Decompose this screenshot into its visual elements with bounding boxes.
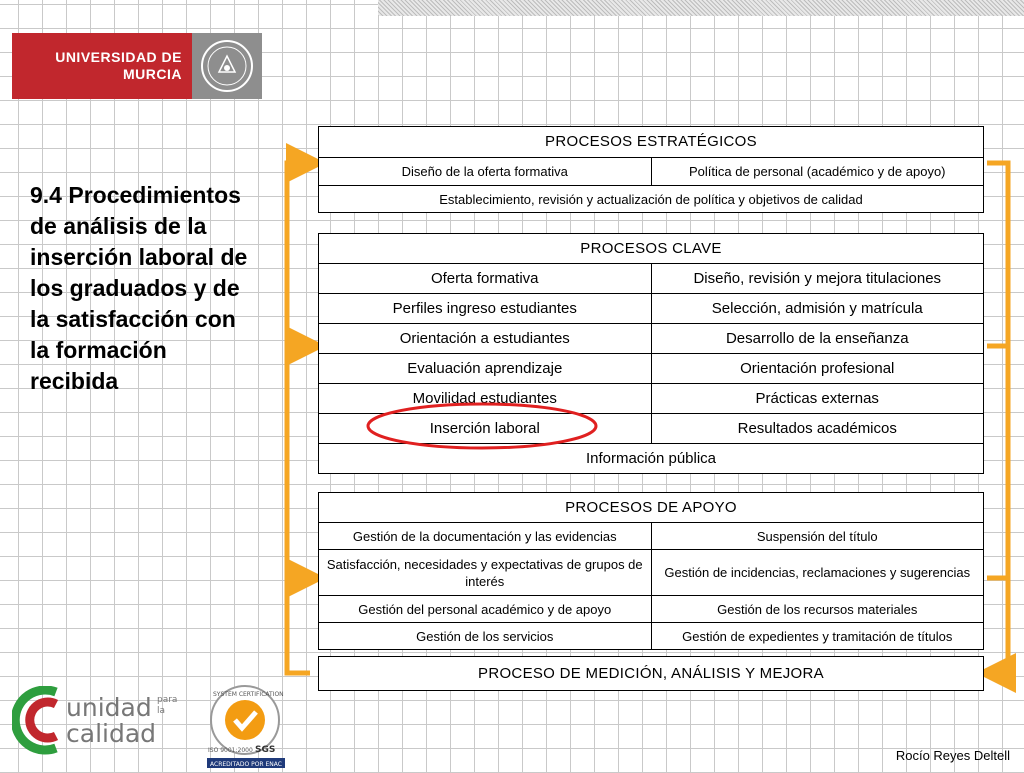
iso-text: ISO 9001:2000 (208, 747, 253, 754)
table-row (319, 264, 983, 294)
table-row (319, 523, 983, 550)
table-cell: Orientación a estudiantes (399, 330, 570, 347)
slide-title: 9.4 Procedimientos de análisis de la inserción laboral de los graduados y de la satisfacción con la formación recibida (30, 182, 248, 394)
enac-text: ACREDITADO POR ENAC (210, 761, 282, 768)
table-cell: Gestión de los servicios (416, 628, 554, 644)
support-header: PROCESOS DE APOYO (319, 493, 983, 523)
table-cell: Gestión de incidencias, reclamaciones y sugerencias (651, 550, 984, 595)
table-row (319, 623, 983, 649)
strategic-processes-table (318, 126, 984, 213)
table-row (319, 186, 983, 212)
table-cell: Gestión del personal académico y de apoyo (358, 601, 612, 617)
strategic-header: PROCESOS ESTRATÉGICOS (319, 127, 983, 158)
table-row (319, 550, 983, 596)
key-header: PROCESOS CLAVE (319, 234, 983, 264)
table-cell: Desarrollo de la enseñanza (651, 324, 984, 353)
university-line2: MURCIA (123, 66, 182, 82)
table-cell: Satisfacción, necesidades y expectativas de grupos de interés (326, 556, 643, 589)
table-cell: Perfiles ingreso estudiantes (392, 300, 577, 317)
logo-word-la: la (157, 706, 166, 716)
insercion-laboral-cell: Inserción laboral (429, 420, 540, 437)
sgs-certification-logo (205, 682, 287, 773)
author-name: Rocío Reyes Deltell (895, 748, 1010, 763)
table-cell: Evaluación aprendizaje (407, 360, 563, 377)
measurement-process-box (318, 656, 984, 691)
support-processes-table (318, 492, 984, 650)
sgs-text: SGS (255, 745, 276, 755)
table-row (319, 596, 983, 623)
table-cell: Suspensión del título (651, 523, 984, 549)
table-row (319, 324, 983, 354)
table-cell: Gestión de expedientes y tramitación de títulos (651, 623, 984, 649)
table-cell: Política de personal (académico y de apoyo) (651, 158, 984, 185)
table-cell: Movilidad estudiantes (412, 390, 557, 407)
logo-word-calidad: calidad (66, 719, 157, 748)
table-cell: Información pública (585, 450, 717, 467)
table-cell: Selección, admisión y matrícula (651, 294, 984, 323)
unidad-calidad-logo (12, 686, 182, 761)
table-row (319, 354, 983, 384)
logo-word-unidad: unidad (66, 693, 152, 722)
table-cell: Gestión de los recursos materiales (651, 596, 984, 622)
table-cell: Orientación profesional (651, 354, 984, 383)
table-row (319, 158, 983, 186)
table-cell: Diseño, revisión y mejora titulaciones (651, 264, 984, 293)
table-cell: Gestión de la documentación y las evidencias (352, 528, 617, 544)
table-cell: Oferta formativa (430, 270, 539, 287)
left-arrow-to-strategic (287, 163, 310, 673)
measurement-header: PROCESO DE MEDICIÓN, ANÁLISIS Y MEJORA (478, 665, 824, 682)
table-cell: Establecimiento, revisión y actualización de política y objetivos de calidad (439, 191, 863, 207)
university-line1: UNIVERSIDAD DE (55, 49, 182, 65)
highlight-ellipse (362, 400, 602, 452)
logo-word-para: para (157, 695, 178, 705)
red-c-shape (30, 702, 56, 738)
table-row (319, 294, 983, 324)
table-cell: Prácticas externas (651, 384, 984, 413)
table-cell: Diseño de la oferta formativa (401, 164, 568, 179)
table-cell: Resultados académicos (651, 414, 984, 443)
right-arrow-to-measurement (987, 163, 1008, 673)
system-certification-text: SYSTEM CERTIFICATION (213, 691, 284, 698)
